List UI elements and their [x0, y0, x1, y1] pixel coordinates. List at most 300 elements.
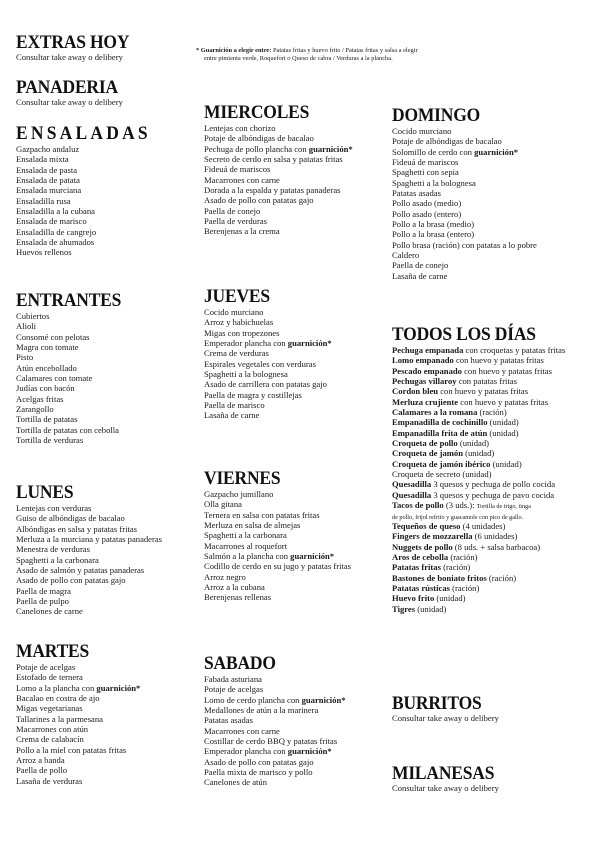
- menu-item: [392, 469, 565, 479]
- menu-item-text: Patatas asadas: [392, 188, 441, 199]
- menu-item: [392, 531, 565, 541]
- menu-item-text: Asado de pollo con patatas gajo: [204, 756, 314, 767]
- menu-item: [16, 404, 130, 414]
- garnish-marker: guarnición*: [290, 551, 335, 562]
- menu-item: [16, 394, 130, 404]
- martes-title: MARTES: [16, 641, 90, 662]
- dish-detail: (6 unidades): [472, 531, 518, 542]
- menu-item: [392, 250, 537, 260]
- menu-item: [16, 363, 130, 373]
- menu-item: [204, 705, 346, 715]
- jueves-section: [204, 287, 332, 421]
- menu-item-text: Spaghetti a la carbonara: [204, 530, 287, 541]
- menu-item: [392, 345, 565, 355]
- menu-item-text: Crema de verduras: [204, 348, 269, 359]
- menu-item-text: Lentejas con verduras: [16, 503, 92, 513]
- menu-item: [16, 544, 162, 554]
- menu-item: [204, 144, 353, 154]
- menu-item: [16, 745, 140, 755]
- dish-detail: (ración): [477, 407, 507, 418]
- menu-item-text: Salmón a la plancha con: [204, 551, 291, 562]
- martes-section: [16, 642, 140, 786]
- menu-item: [16, 714, 140, 724]
- menu-item: [204, 582, 351, 592]
- menu-item-text: Cocido murciano: [204, 307, 264, 317]
- menu-item-text: Arroz a la cubana: [204, 582, 265, 593]
- menu-item-text: Tortilla de patatas con cebolla: [16, 424, 119, 435]
- menu-item: [204, 400, 332, 410]
- menu-item: [204, 175, 353, 185]
- sabado-list: [204, 674, 346, 788]
- menu-item: [204, 133, 353, 143]
- menu-item: [204, 777, 346, 787]
- lunes-list: [16, 503, 162, 617]
- menu-item: [204, 592, 351, 602]
- menu-item: [392, 260, 537, 270]
- dish-detail: (unidad): [490, 458, 522, 469]
- menu-item: [392, 521, 565, 531]
- menu-item: [16, 247, 163, 257]
- menu-item: [204, 499, 351, 509]
- menu-item: [16, 693, 140, 703]
- menu-item: [392, 209, 537, 219]
- menu-item: [392, 376, 565, 386]
- dish-detail: con croquetas y patatas fritas: [463, 345, 566, 355]
- menu-item-text: Arroz negro: [204, 571, 246, 582]
- menu-item: [392, 552, 565, 562]
- menu-item: [392, 178, 537, 188]
- menu-item: [204, 410, 332, 420]
- menu-item-text: Pollo a la brasa (entero): [392, 229, 475, 240]
- menu-item: [204, 674, 346, 684]
- dish-detail: (ración): [448, 552, 478, 563]
- menu-item-text: Pollo asado (medio): [392, 198, 462, 209]
- menu-item: [16, 144, 163, 154]
- dish-name: Nuggets de pollo: [392, 541, 453, 552]
- menu-item-text: Macarrones con carne: [204, 174, 280, 185]
- jueves-title: JUEVES: [204, 286, 270, 307]
- dish-name: Patatas fritas: [392, 562, 441, 573]
- garnish-note-line2: entre pimienta verde, Roquefort o Queso de cabra / Verduras a la plancha.: [204, 55, 393, 63]
- dish-name: Pechuga empanada: [392, 345, 464, 355]
- menu-item-text: Codillo de cerdo en su jugo y patatas fritas: [204, 561, 352, 572]
- dish-name: Fingers de mozzarella: [392, 531, 473, 542]
- menu-item-text: Tortilla de verduras: [16, 435, 84, 446]
- dish-name: Tigres: [392, 603, 416, 614]
- menu-item: [16, 776, 140, 786]
- garnish-marker: guarnición*: [308, 143, 353, 154]
- dish-name: Bastones de boniato fritos: [392, 572, 487, 583]
- menu-item: [16, 683, 140, 693]
- menu-item: [204, 348, 332, 358]
- sabado-section: [204, 654, 346, 788]
- menu-item: [16, 524, 162, 534]
- menu-item-text: Potaje de albóndigas de bacalao: [204, 133, 314, 144]
- menu-item: [392, 562, 565, 572]
- menu-item: [204, 520, 351, 530]
- dish-detail: (unidad): [415, 603, 447, 614]
- menu-item: [16, 703, 140, 713]
- dish-name: Tacos de pollo: [392, 500, 444, 511]
- menu-item: [204, 551, 351, 561]
- menu-item-text: Fabada asturiana: [204, 674, 262, 684]
- menu-item: [16, 586, 162, 596]
- menu-item-text: Gazpacho andaluz: [16, 144, 80, 154]
- dish-name: Cordon bleu: [392, 386, 439, 397]
- menu-item-text: Secreto de cerdo en salsa y patatas fritas: [204, 154, 343, 165]
- menu-item: [204, 746, 346, 756]
- menu-item-text: Ensalada de pasta: [16, 164, 78, 175]
- menu-item-text: Macarrones con carne: [204, 725, 280, 736]
- milanesas-section: [392, 764, 503, 794]
- menu-item-text: Emperador plancha con: [204, 746, 288, 757]
- menu-item-text: Merluza a la murciana y patatas panaderas: [16, 534, 163, 545]
- menu-item-text: Lomo a la plancha con: [16, 682, 97, 693]
- menu-item-text: Cubiertos: [16, 311, 50, 321]
- dish-description: de pollo, frijol refrito y guacamole con pico de gallo.: [392, 513, 524, 521]
- menu-item-text: Medallones de atún a la marinera: [204, 705, 319, 716]
- dish-detail: (ración): [486, 572, 517, 583]
- menu-item: [204, 767, 346, 777]
- garnish-marker: guarnición*: [287, 746, 332, 757]
- garnish-note-marker: * Guarnición a elegir entre:: [196, 47, 272, 54]
- menu-item-text: Canelones de atún: [204, 777, 268, 788]
- menu-item: [16, 765, 140, 775]
- menu-item: [392, 428, 565, 438]
- panaderia-subtitle: Consultar take away o delibery: [16, 97, 123, 107]
- menu-item-text: Ensalada murciana: [16, 185, 82, 196]
- menu-item: [392, 438, 565, 448]
- menu-item: [204, 684, 346, 694]
- menu-item-text: Huevos rellenos: [16, 247, 72, 258]
- lunes-section: [16, 483, 162, 617]
- menu-item-text: Paella de conejo: [392, 260, 449, 271]
- menu-item: [392, 147, 537, 157]
- menu-item: [204, 379, 332, 389]
- menu-item: [16, 237, 163, 247]
- dish-name: Tequeños de queso: [392, 521, 461, 531]
- menu-item-text: Emperador plancha con: [204, 338, 288, 349]
- menu-item: [204, 359, 332, 369]
- menu-item-text: Caldero: [392, 250, 420, 261]
- menu-item: [392, 513, 565, 522]
- menu-item: [204, 510, 351, 520]
- garnish-marker: guarnición*: [287, 338, 332, 349]
- menu-item: [16, 311, 130, 321]
- menu-item: [16, 565, 162, 575]
- ensaladas-title: ENSALADAS: [16, 123, 151, 144]
- menu-item: [16, 321, 130, 331]
- burritos-subtitle: Consultar take away o delibery: [392, 713, 499, 723]
- menu-item-text: Lomo de cerdo plancha con: [204, 694, 302, 705]
- menu-item: [16, 734, 140, 744]
- menu-item: [204, 695, 346, 705]
- menu-item-text: Alioli: [16, 321, 37, 332]
- menu-item: [392, 593, 565, 603]
- extras-title: EXTRAS HOY: [16, 32, 130, 53]
- dish-name: Croqueta de jamón ibérico: [392, 458, 491, 469]
- menu-item-text: Berenjenas a la crema: [204, 226, 280, 237]
- menu-item: [392, 500, 565, 512]
- menu-item: [16, 373, 130, 383]
- dish-detail: (8 uds. + salsa barbacoa): [452, 541, 541, 552]
- menu-item-text: Dorada a la espalda y patatas panaderas: [204, 185, 341, 196]
- menu-item: [392, 136, 537, 146]
- menu-item-text: Magra con tomate: [16, 342, 79, 353]
- viernes-section: [204, 469, 351, 603]
- menu-item-text: Merluza en salsa de almejas: [204, 520, 301, 531]
- domingo-list: [392, 126, 537, 281]
- menu-item: [392, 355, 565, 365]
- menu-item: [392, 407, 565, 417]
- dish-name: Croqueta de jamón: [392, 448, 463, 459]
- menu-item: [16, 724, 140, 734]
- menu-item: [16, 755, 140, 765]
- menu-item: [16, 425, 130, 435]
- domingo-section: [392, 106, 537, 281]
- menu-item-text: Crema de calabacín: [16, 734, 84, 745]
- menu-item-text: Menestra de verduras: [16, 544, 90, 555]
- menu-item: [204, 572, 351, 582]
- menu-item: [204, 757, 346, 767]
- panaderia-title: PANADERIA: [16, 77, 118, 98]
- dish-detail: (unidad): [434, 593, 466, 604]
- menu-item-text: Migas con tropezones: [204, 327, 280, 338]
- menu-item: [392, 448, 565, 458]
- menu-item-text: Olla gitana: [204, 499, 242, 510]
- menu-item: [16, 216, 163, 226]
- dish-detail: (unidad): [462, 448, 495, 459]
- dish-name: Lomo empanado: [392, 355, 454, 366]
- extras-subtitle: Consultar take away o delibery: [16, 52, 123, 62]
- todos-title: TODOS LOS DÍAS: [392, 324, 536, 345]
- dish-name: Quesadilla: [392, 479, 432, 490]
- menu-item-text: Tallarines a la parmesana: [16, 713, 103, 724]
- menu-item-text: Asado de pollo con patatas gajo: [204, 195, 314, 206]
- menu-item-text: Atún encebollado: [16, 362, 77, 373]
- menu-item: [392, 188, 537, 198]
- menu-item-text: Potaje de acelgas: [204, 684, 264, 695]
- menu-item: [16, 227, 163, 237]
- dish-name: Empanadilla de cochinillo: [392, 417, 488, 428]
- milanesas-subtitle: Consultar take away o delibery: [392, 783, 499, 793]
- viernes-title: VIERNES: [204, 468, 281, 489]
- menu-item-text: Ensaladilla a la cubana: [16, 206, 95, 217]
- ensaladas-section: [16, 124, 163, 258]
- dish-name: Pescado empanado: [392, 365, 462, 376]
- menu-item-text: Paella de pulpo: [16, 596, 69, 607]
- dish-detail: con huevo y patatas fritas: [438, 386, 529, 397]
- burritos-title: BURRITOS: [392, 693, 482, 714]
- dish-detail: 3 quesos y pechuga de pollo cocida: [431, 479, 556, 490]
- dish-detail: (unidad): [457, 438, 489, 449]
- menu-item-text: Asado de salmón y patatas panaderas: [16, 565, 145, 576]
- entrantes-list: [16, 311, 130, 445]
- menu-item-text: Gazpacho jumillano: [204, 489, 274, 499]
- menu-item: [204, 195, 353, 205]
- dish-detail: con huevo y patatas fritas: [458, 396, 549, 407]
- menu-item-text: Spaghetti con sepia: [392, 167, 459, 178]
- menu-item-text: Asado de pollo con patatas gajo: [16, 575, 126, 586]
- dish-description: Tortilla de trigo, tinga: [476, 503, 531, 511]
- menu-item: [204, 328, 332, 338]
- menu-item-text: Ternera en salsa con patatas fritas: [204, 509, 320, 520]
- menu-item: [392, 126, 537, 136]
- menu-item-text: Solomillo de cerdo con: [392, 146, 475, 157]
- menu-item: [16, 606, 162, 616]
- menu-item-text: Spaghetti a la bolognesa: [392, 177, 476, 188]
- garnish-marker: guarnición*: [96, 682, 141, 693]
- burritos-section: [392, 694, 499, 724]
- todos-section: [392, 325, 565, 614]
- menu-item-text: Ensalada de patata: [16, 175, 80, 186]
- menu-item-text: Paella de conejo: [204, 205, 261, 216]
- menu-item: [392, 397, 565, 407]
- menu-item: [16, 383, 130, 393]
- menu-item: [204, 216, 353, 226]
- menu-item-text: Paella mixta de marisco y pollo: [204, 767, 313, 778]
- miercoles-title: MIERCOLES: [204, 102, 310, 123]
- entrantes-title: ENTRANTES: [16, 290, 122, 311]
- menu-item-text: Paella de pollo: [16, 765, 68, 776]
- menu-item-text: Cocido murciano: [392, 126, 452, 136]
- menu-item: [204, 541, 351, 551]
- menu-item: [204, 726, 346, 736]
- menu-item: [392, 490, 565, 500]
- menu-item-text: Pollo asado (entero): [392, 208, 462, 219]
- dish-name: Calamares a la romana: [392, 407, 478, 418]
- dish-detail: (ración): [450, 583, 480, 594]
- menu-item: [204, 164, 353, 174]
- extras-section: [16, 33, 139, 63]
- menu-item-text: Arroz y habichuelas: [204, 317, 274, 328]
- dish-detail: con huevo y patatas fritas: [453, 355, 544, 366]
- dish-detail: 3 quesos y pechuga de pavo cocida: [431, 489, 555, 500]
- menu-item: [392, 479, 565, 489]
- menu-item-text: Patatas asadas: [204, 715, 253, 726]
- viernes-list: [204, 489, 351, 603]
- menu-item: [392, 229, 537, 239]
- domingo-title: DOMINGO: [392, 105, 481, 126]
- menu-item: [16, 414, 130, 424]
- dish-detail: (ración): [440, 562, 471, 573]
- menu-item-text: Spaghetti a la bolognesa: [204, 369, 288, 380]
- menu-item-text: Potaje de albóndigas de bacalao: [392, 136, 502, 147]
- menu-item: [392, 167, 537, 177]
- menu-item: [392, 366, 565, 376]
- menu-item-text: Bacalao en costra de ajo: [16, 693, 100, 704]
- milanesas-title: MILANESAS: [392, 763, 495, 784]
- dish-detail: (unidad): [487, 427, 519, 438]
- miercoles-section: [204, 103, 353, 237]
- menu-item-text: Ensaladilla de cangrejo: [16, 226, 97, 237]
- dish-detail: con huevo y patatas fritas: [461, 365, 552, 376]
- menu-item-text: Pisto: [16, 352, 34, 363]
- menu-item: [392, 219, 537, 229]
- menu-item: [392, 157, 537, 167]
- menu-item: [392, 604, 565, 614]
- menu-item: [204, 307, 332, 317]
- menu-item: [204, 715, 346, 725]
- menu-item-text: Costillar de cerdo BBQ y patatas fritas: [204, 736, 338, 747]
- dish-name: Huevo frito: [392, 593, 435, 604]
- menu-item: [204, 123, 353, 133]
- menu-item-text: Fideuá de mariscos: [204, 164, 271, 175]
- menu-item-text: Lentejas con chorizo: [204, 123, 276, 133]
- menu-item-text: Paella de verduras: [204, 216, 267, 227]
- menu-item-text: Albóndigas en salsa y patatas fritas: [16, 523, 137, 534]
- menu-item-text: Macarrones con atún: [16, 724, 89, 735]
- menu-item-text: Consomé con pelotas: [16, 331, 90, 342]
- menu-item: [16, 503, 162, 513]
- menu-item: [392, 583, 565, 593]
- dish-name: Croqueta de pollo: [392, 438, 458, 449]
- dish-detail: (3 uds.):: [443, 500, 477, 511]
- menu-item: [16, 435, 130, 445]
- dish-name: Pechugas villaroy: [392, 376, 457, 387]
- menu-item-text: Pollo brasa (ración) con patatas a lo pobre: [392, 239, 537, 250]
- menu-item-text: Lasaña de carne: [204, 410, 260, 421]
- dish-name: Empanadilla frita de atún: [392, 427, 488, 438]
- dish-detail: (4 unidades): [460, 521, 506, 531]
- menu-item-text: Paella de marisco: [204, 400, 265, 411]
- menu-item: [16, 206, 163, 216]
- menu-item-text: Fideuá de mariscos: [392, 157, 459, 168]
- garnish-note-line1: Patatas fritas y huevo frito / Patatas fritas y salsa a elegir: [272, 47, 418, 54]
- menu-item: [204, 530, 351, 540]
- menu-item-text: Lasaña de carne: [392, 270, 448, 281]
- menu-item: [204, 154, 353, 164]
- menu-item: [204, 226, 353, 236]
- ensaladas-list: [16, 144, 163, 258]
- menu-item-text: Macarrones al roquefort: [204, 540, 288, 551]
- menu-item: [392, 198, 537, 208]
- menu-item-text: Ensaladilla rusa: [16, 195, 71, 206]
- menu-item: [16, 154, 163, 164]
- menu-item-text: Ensalada mixta: [16, 154, 69, 165]
- menu-item: [204, 561, 351, 571]
- menu-item-text: Guiso de albóndigas de bacalao: [16, 513, 125, 524]
- menu-item: [204, 206, 353, 216]
- menu-item-text: Arroz a banda: [16, 755, 65, 766]
- menu-item-text: Migas vegetarianas: [16, 703, 83, 714]
- garnish-marker: guarnición*: [301, 694, 346, 705]
- menu-item: [16, 534, 162, 544]
- menu-item: [392, 417, 565, 427]
- menu-item-text: Calamares con tomate: [16, 373, 93, 384]
- dish-name: Aros de cebolla: [392, 552, 449, 563]
- menu-item-text: Paella de magra: [16, 585, 71, 596]
- panaderia-section: [16, 78, 127, 108]
- menu-item-text: Berenjenas rellenas: [204, 592, 272, 603]
- dish-detail: con patatas fritas: [456, 376, 517, 387]
- menu-item: [204, 369, 332, 379]
- dish-name: Quesadilla: [392, 489, 432, 500]
- dish-detail: Croqueta de secreto (unidad): [392, 469, 492, 480]
- menu-item-text: Espirales vegetales con verduras: [204, 358, 316, 369]
- menu-item: [204, 736, 346, 746]
- menu-item: [16, 196, 163, 206]
- menu-item: [392, 271, 537, 281]
- menu-item-text: Paella de magra y costillejas: [204, 389, 302, 400]
- menu-item-text: Tortilla de patatas: [16, 414, 78, 425]
- menu-item: [204, 317, 332, 327]
- menu-item: [16, 342, 130, 352]
- menu-item: [204, 390, 332, 400]
- menu-item-text: Estofado de ternera: [16, 672, 83, 683]
- menu-item: [392, 386, 565, 396]
- menu-item-text: Asado de carrillera con patatas gajo: [204, 379, 327, 390]
